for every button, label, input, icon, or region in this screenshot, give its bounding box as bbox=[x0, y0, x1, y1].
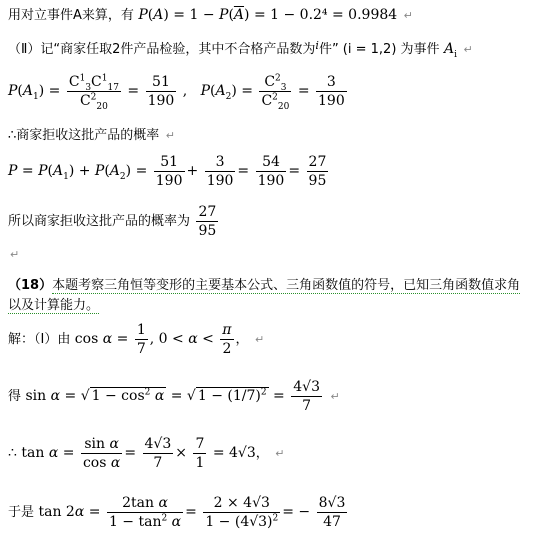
fraction: $\frac{7}{1}$ bbox=[195, 435, 205, 471]
fraction: $\frac{C^2_3}{C^2_{20}}$ bbox=[261, 72, 290, 112]
solution-line: 解：（Ⅰ）由 cos α = $\frac{1}{7}$ , 0 < α < $\frac{\pi}{2}$ ， ↵ bbox=[8, 321, 265, 357]
fraction: $\frac{\pi}{2}$ bbox=[222, 321, 232, 357]
solution-label: 解：（Ⅰ）由 bbox=[8, 332, 71, 347]
fraction: $\frac{\text{2tan α}}{1 - \tan^2 \alpha}$ bbox=[108, 494, 182, 530]
fraction: $\frac{27}{95}$ bbox=[198, 203, 217, 239]
fraction: $\frac{3}{190}$ bbox=[206, 153, 234, 189]
line-2: （Ⅱ）记“商家任取2件产品检验，其中不合格产品数为$^i$件” (i = 1,2) 为事件 $A_i$ ↵ bbox=[8, 39, 473, 60]
q18-text: 本题考察三角恒等变形的主要基本公式、三角函数值的符号，已知三角函数值求角 bbox=[52, 278, 521, 293]
tan2-label: 于是 bbox=[8, 505, 35, 520]
return-icon: ↵ bbox=[463, 43, 473, 56]
fraction: $\frac{8√3}{47}$ bbox=[318, 494, 346, 530]
fraction: $\frac{2 \times 4√3}{1 - (4√3)^2}$ bbox=[205, 494, 279, 530]
fraction: $\frac{C^1_3C^1_{17}}{C^2_{20}}$ bbox=[68, 72, 119, 112]
fraction: $\frac{3}{190}$ bbox=[318, 73, 345, 109]
q18-text2: 以及计算能力。 bbox=[8, 298, 100, 313]
q18-line-2 bbox=[8, 294, 99, 313]
fraction: $\frac{51}{190}$ bbox=[147, 73, 175, 109]
line-2-text: （Ⅱ）记“商家任取2件产品检验，其中不合格产品数为 bbox=[8, 42, 316, 57]
return-icon: ↵ bbox=[165, 129, 175, 142]
fraction: $\frac{51}{190}$ bbox=[155, 153, 183, 189]
q18-label: （18） bbox=[8, 278, 53, 293]
return-icon: ↵ bbox=[10, 248, 20, 261]
return-icon: ↵ bbox=[403, 9, 413, 22]
tan2-line: 于是 tan 2α = $\frac{\text{2tan α}}{1 - \tan^2 \alpha}$ = $\frac{2 \times 4√3}{1 - (4√3)^2}$ = − $\frac{8√3}{47}$ bbox=[8, 494, 346, 530]
q18-line-1 bbox=[8, 274, 520, 293]
tan-label: ∴ bbox=[8, 445, 17, 461]
fraction: $\frac{1}{7}$ bbox=[136, 321, 146, 357]
line-6 bbox=[8, 200, 220, 242]
line-3: $P(A_1)$ = $\frac{C^1_3C^1_{17}}{C^2_{20}}$ = $\frac{51}{190}$ , $P(A_2)$ = $\frac{C^2_3}{C^2_{20}}$ = $\frac{3}{190}$ bbox=[8, 72, 345, 112]
line-4-text: ∴商家拒收这批产品的概率 bbox=[8, 128, 160, 143]
sin-label: 得 bbox=[8, 389, 22, 404]
line-1: 用对立事件A来算，有 $P(A) = 1 - P(\overline{A}) = 1 - 0.2^4 = 0.9984$ ↵ bbox=[8, 7, 413, 23]
sin-line: 得 sin α = √ $1 - \cos^2 \alpha$ = √ $1 - (1/7)^2$ = $\frac{4√3}{7}$ ↵ bbox=[8, 378, 340, 414]
line-6-text: 所以商家拒收这批产品的概率为 bbox=[8, 214, 191, 229]
line-1-prob: P bbox=[138, 7, 148, 23]
line-4 bbox=[8, 124, 175, 143]
return-icon: ↵ bbox=[330, 390, 340, 403]
line-1-formula: = 1 − 0.2⁴ = 0.9984 bbox=[253, 7, 398, 23]
empty-line bbox=[8, 246, 19, 262]
return-icon: ↵ bbox=[254, 333, 265, 346]
tan-line: ∴ tan α = $\frac{\text{sin α}}{\text{cos α}}$ = $\frac{4√3}{7}$ × $\frac{7}{1}$ = 4√3， ↵ bbox=[8, 435, 285, 471]
fraction: $\frac{54}{190}$ bbox=[257, 153, 285, 189]
fraction: $\frac{4√3}{7}$ bbox=[144, 435, 172, 471]
fraction: $\frac{4√3}{7}$ bbox=[293, 378, 320, 414]
tan-result: = 4√3 bbox=[212, 445, 256, 461]
line-1-text: 用对立事件A来算，有 bbox=[8, 8, 134, 23]
return-icon: ↵ bbox=[275, 447, 285, 460]
line-5: $P = P(A_1) + P(A_2)$ = $\frac{51}{190}$ + $\frac{3}{190}$ = $\frac{54}{190}$ = $\frac{27}{95}$ bbox=[8, 153, 327, 189]
line-2-text2: 件” (i = 1,2) 为事件 bbox=[318, 42, 440, 57]
fraction: $\frac{27}{95}$ bbox=[308, 153, 327, 189]
fraction: $\frac{\text{sin α}}{\text{cos α}}$ bbox=[82, 435, 121, 471]
